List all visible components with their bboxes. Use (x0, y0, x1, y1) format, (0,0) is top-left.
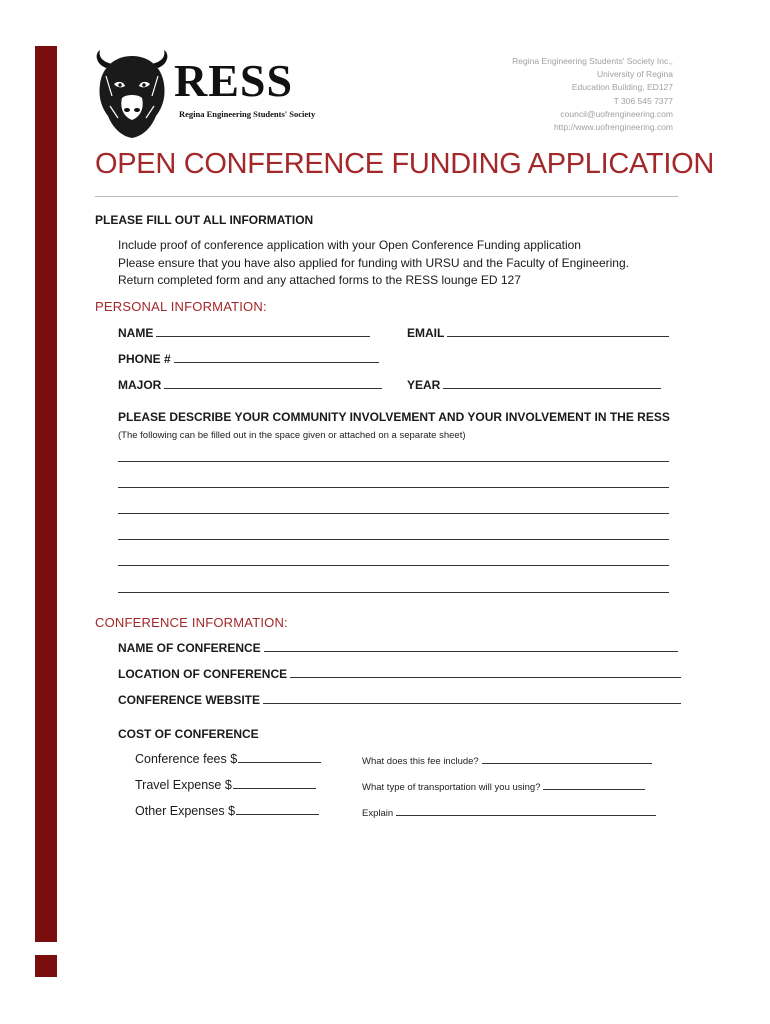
instruction-line: Return completed form and any attached forms to the RESS lounge ED 127 (118, 273, 521, 287)
contact-website[interactable]: http://www.uofrengineering.com (553, 122, 673, 133)
involvement-heading: PLEASE DESCRIBE YOUR COMMUNITY INVOLVEMENT AND YOUR INVOLVEMENT IN THE RESS (118, 410, 670, 424)
name-input-line[interactable] (156, 325, 370, 337)
conference-website-label: CONFERENCE WEBSITE (118, 693, 261, 707)
conference-website-input-line[interactable] (263, 692, 681, 704)
major-field[interactable] (118, 377, 382, 392)
travel-expense-label: Travel Expense $ (135, 778, 232, 792)
other-expenses-label: Other Expenses $ (135, 804, 236, 818)
involvement-writing-line[interactable] (118, 487, 669, 488)
instruction-line: Please ensure that you have also applied for funding with URSU and the Faculty of Engineering. (118, 255, 629, 270)
conference-fees-input-line[interactable] (238, 751, 321, 763)
major-input-line[interactable] (164, 377, 382, 389)
explain-label: Explain (362, 808, 394, 819)
side-accent-bar (35, 46, 57, 942)
major-label: MAJOR (118, 378, 162, 392)
transportation-field[interactable] (362, 780, 645, 793)
phone-label: PHONE # (118, 352, 171, 366)
phone-input-line[interactable] (174, 351, 379, 363)
year-field[interactable] (407, 377, 661, 392)
logo-wordmark: RESS (174, 55, 294, 106)
bison-head-icon (92, 46, 172, 142)
conference-location-label: LOCATION OF CONFERENCE (118, 667, 288, 681)
travel-expense-field[interactable] (135, 777, 316, 792)
fee-include-input-line[interactable] (482, 754, 652, 764)
conference-fees-field[interactable] (135, 751, 321, 766)
explain-field[interactable] (362, 806, 656, 819)
conference-name-field[interactable] (118, 640, 678, 655)
contact-line: Education Building, ED127 (571, 82, 673, 93)
ress-logo (92, 46, 332, 142)
involvement-writing-line[interactable] (118, 461, 669, 462)
conference-info-heading: CONFERENCE INFORMATION: (95, 615, 288, 630)
personal-info-heading: PERSONAL INFORMATION: (95, 299, 267, 314)
email-input-line[interactable] (447, 325, 669, 337)
logo-subtitle: Regina Engineering Students' Society (179, 109, 316, 119)
year-input-line[interactable] (443, 377, 661, 389)
instructions-heading: PLEASE FILL OUT ALL INFORMATION (95, 213, 314, 227)
conference-location-field[interactable] (118, 666, 681, 681)
other-expenses-field[interactable] (135, 803, 319, 818)
involvement-writing-line[interactable] (118, 565, 669, 566)
travel-expense-input-line[interactable] (233, 777, 316, 789)
instructions-list (118, 237, 629, 290)
contact-line: T 306 545 7377 (613, 95, 673, 106)
instruction-line: Include proof of conference application with your Open Conference Funding application (118, 238, 581, 252)
year-label: YEAR (407, 378, 441, 392)
conference-name-input-line[interactable] (264, 640, 678, 652)
explain-input-line[interactable] (396, 806, 656, 816)
email-field[interactable] (407, 325, 669, 340)
phone-field[interactable] (118, 351, 379, 366)
involvement-writing-line[interactable] (118, 513, 669, 514)
page-title: OPEN CONFERENCE FUNDING APPLICATION (95, 148, 714, 180)
fee-include-field[interactable] (362, 754, 652, 767)
name-label: NAME (118, 326, 154, 340)
contact-line: University of Regina (596, 69, 673, 80)
fee-include-question: What does this fee include? (362, 756, 479, 767)
transportation-question: What type of transportation will you using? (362, 782, 541, 793)
contact-block (512, 55, 673, 134)
transportation-input-line[interactable] (543, 780, 645, 790)
conference-website-field[interactable] (118, 692, 681, 707)
conference-name-label: NAME OF CONFERENCE (118, 641, 261, 655)
email-label: EMAIL (407, 326, 445, 340)
cost-heading: COST OF CONFERENCE (118, 727, 259, 741)
involvement-writing-line[interactable] (118, 592, 669, 593)
contact-line: Regina Engineering Students' Society Inc., (512, 56, 673, 66)
involvement-writing-line[interactable] (118, 539, 669, 540)
name-field[interactable] (118, 325, 370, 340)
title-divider (95, 196, 678, 197)
conference-location-input-line[interactable] (290, 666, 681, 678)
other-expenses-input-line[interactable] (236, 803, 319, 815)
involvement-note: (The following can be filled out in the space given or attached on a separate sheet) (118, 430, 466, 441)
contact-email[interactable]: council@uofrengineering.com (560, 108, 673, 119)
side-accent-square (35, 955, 57, 977)
conference-fees-label: Conference fees $ (135, 752, 238, 766)
